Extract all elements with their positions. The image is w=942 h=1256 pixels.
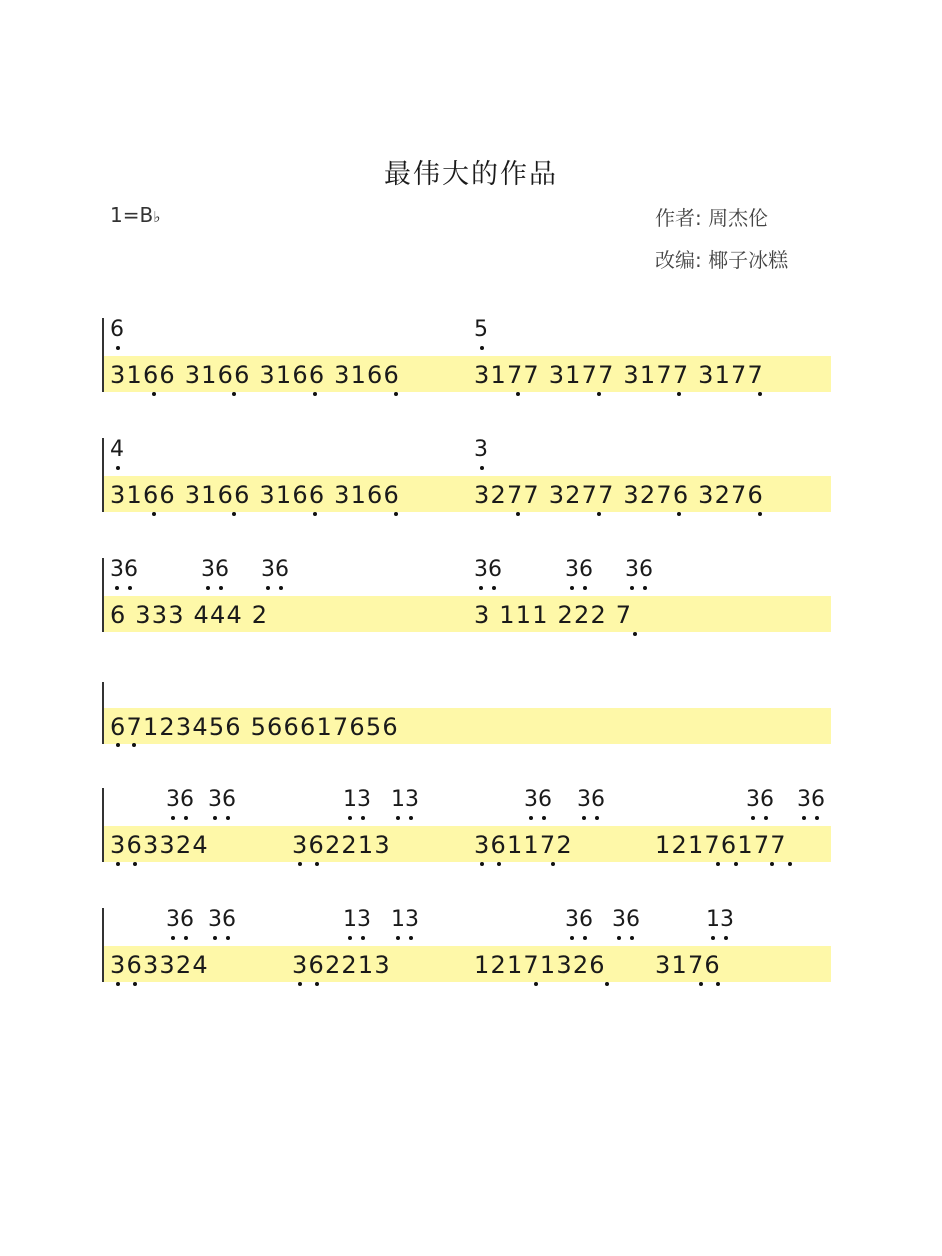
lower-octave-dot — [133, 862, 137, 866]
lower-octave-dot — [232, 392, 236, 396]
lower-octave-dot — [213, 936, 217, 940]
lower-octave-dot — [171, 936, 175, 940]
lower-octave-dot — [516, 512, 520, 516]
upper-chord: 36 — [797, 787, 825, 812]
upper-note: 5 — [474, 317, 488, 342]
key-signature — [110, 203, 160, 227]
lower-octave-dot — [529, 816, 533, 820]
lower-octave-dot — [583, 936, 587, 940]
melody-group: 12176177 — [655, 831, 787, 859]
lower-octave-dot — [534, 982, 538, 986]
lower-octave-dot — [115, 586, 119, 590]
lower-octave-dot — [497, 862, 501, 866]
lower-octave-dot — [116, 982, 120, 986]
lower-octave-dot — [758, 392, 762, 396]
lower-octave-dot — [313, 512, 317, 516]
lower-octave-dot — [479, 586, 483, 590]
melody-line: 67123456 566617656 — [110, 713, 399, 741]
lower-octave-dot — [643, 586, 647, 590]
lower-octave-dot — [605, 982, 609, 986]
lower-octave-dot — [116, 346, 120, 350]
lower-octave-dot — [582, 816, 586, 820]
upper-chord: 36 — [208, 787, 236, 812]
lower-octave-dot — [770, 862, 774, 866]
lower-octave-dot — [542, 816, 546, 820]
lower-octave-dot — [128, 586, 132, 590]
lower-octave-dot — [480, 466, 484, 470]
lower-octave-dot — [716, 862, 720, 866]
melody-line: 3 111 222 7 — [474, 601, 633, 629]
lower-octave-dot — [313, 392, 317, 396]
upper-chord: 13 — [343, 787, 371, 812]
upper-chord: 36 — [746, 787, 774, 812]
melody-group: 363324 — [110, 831, 209, 859]
lower-octave-dot — [219, 586, 223, 590]
lower-octave-dot — [570, 586, 574, 590]
lower-octave-dot — [551, 862, 555, 866]
lower-octave-dot — [711, 936, 715, 940]
upper-chord: 36 — [166, 907, 194, 932]
lower-octave-dot — [184, 936, 188, 940]
lower-octave-dot — [788, 862, 792, 866]
lower-octave-dot — [361, 816, 365, 820]
upper-chord: 36 — [261, 557, 289, 582]
lower-octave-dot — [597, 392, 601, 396]
lower-octave-dot — [595, 816, 599, 820]
upper-chord: 13 — [391, 907, 419, 932]
melody-group: 12171326 — [474, 951, 606, 979]
lower-octave-dot — [409, 816, 413, 820]
upper-chord: 36 — [474, 557, 502, 582]
lower-octave-dot — [677, 512, 681, 516]
lower-octave-dot — [298, 982, 302, 986]
melody-line: 3166 3166 3166 3166 — [110, 481, 400, 509]
melody-line: 3166 3166 3166 3166 — [110, 361, 400, 389]
lower-octave-dot — [394, 392, 398, 396]
lower-octave-dot — [232, 512, 236, 516]
lower-octave-dot — [677, 392, 681, 396]
lower-octave-dot — [133, 982, 137, 986]
upper-chord: 13 — [391, 787, 419, 812]
lower-octave-dot — [226, 936, 230, 940]
lower-octave-dot — [630, 936, 634, 940]
lower-octave-dot — [764, 816, 768, 820]
lower-octave-dot — [152, 512, 156, 516]
lower-octave-dot — [116, 862, 120, 866]
upper-chord: 36 — [110, 557, 138, 582]
lower-octave-dot — [734, 862, 738, 866]
lower-octave-dot — [802, 816, 806, 820]
melody-group: 363324 — [110, 951, 209, 979]
lower-octave-dot — [751, 816, 755, 820]
arranger-credit: 改编: 椰子冰糕 — [655, 248, 789, 272]
lower-octave-dot — [630, 586, 634, 590]
upper-chord: 36 — [208, 907, 236, 932]
lower-octave-dot — [570, 936, 574, 940]
lower-octave-dot — [132, 743, 136, 747]
lower-octave-dot — [298, 862, 302, 866]
song-title: 最伟大的作品 — [384, 159, 558, 190]
lower-octave-dot — [348, 816, 352, 820]
lower-octave-dot — [116, 466, 120, 470]
lower-octave-dot — [716, 982, 720, 986]
melody-group: 361172 — [474, 831, 573, 859]
lower-octave-dot — [213, 816, 217, 820]
lower-octave-dot — [396, 936, 400, 940]
upper-chord: 36 — [612, 907, 640, 932]
lower-octave-dot — [699, 982, 703, 986]
melody-line: 3177 3177 3177 3177 — [474, 361, 764, 389]
lower-octave-dot — [724, 936, 728, 940]
upper-chord: 36 — [577, 787, 605, 812]
upper-note: 3 — [474, 437, 488, 462]
lower-octave-dot — [758, 512, 762, 516]
upper-chord: 36 — [565, 557, 593, 582]
melody-line: 6 333 444 2 — [110, 601, 269, 629]
upper-note: 4 — [110, 437, 124, 462]
upper-note: 6 — [110, 317, 124, 342]
upper-chord: 13 — [706, 907, 734, 932]
upper-chord: 36 — [166, 787, 194, 812]
lower-octave-dot — [633, 632, 637, 636]
lower-octave-dot — [171, 816, 175, 820]
lower-octave-dot — [226, 816, 230, 820]
lower-octave-dot — [617, 936, 621, 940]
melody-group: 362213 — [292, 951, 391, 979]
lower-octave-dot — [409, 936, 413, 940]
lower-octave-dot — [480, 862, 484, 866]
lower-octave-dot — [184, 816, 188, 820]
lower-octave-dot — [597, 512, 601, 516]
lower-octave-dot — [583, 586, 587, 590]
lower-octave-dot — [361, 936, 365, 940]
lower-octave-dot — [152, 392, 156, 396]
lower-octave-dot — [516, 392, 520, 396]
flat-symbol: ♭ — [153, 208, 161, 226]
melody-group: 362213 — [292, 831, 391, 859]
melody-group: 3176 — [655, 951, 721, 979]
upper-chord: 13 — [343, 907, 371, 932]
lower-octave-dot — [396, 816, 400, 820]
lower-octave-dot — [815, 816, 819, 820]
upper-chord: 36 — [524, 787, 552, 812]
upper-chord: 36 — [565, 907, 593, 932]
highlight-band — [104, 946, 831, 982]
composer-credit: 作者: 周杰伦 — [655, 206, 769, 230]
upper-chord: 36 — [625, 557, 653, 582]
lower-octave-dot — [315, 982, 319, 986]
lower-octave-dot — [116, 743, 120, 747]
lower-octave-dot — [206, 586, 210, 590]
melody-line: 3277 3277 3276 3276 — [474, 481, 764, 509]
lower-octave-dot — [480, 346, 484, 350]
lower-octave-dot — [348, 936, 352, 940]
upper-chord: 36 — [201, 557, 229, 582]
lower-octave-dot — [394, 512, 398, 516]
lower-octave-dot — [315, 862, 319, 866]
lower-octave-dot — [279, 586, 283, 590]
lower-octave-dot — [492, 586, 496, 590]
key-label: 1=B — [110, 203, 154, 227]
lower-octave-dot — [266, 586, 270, 590]
